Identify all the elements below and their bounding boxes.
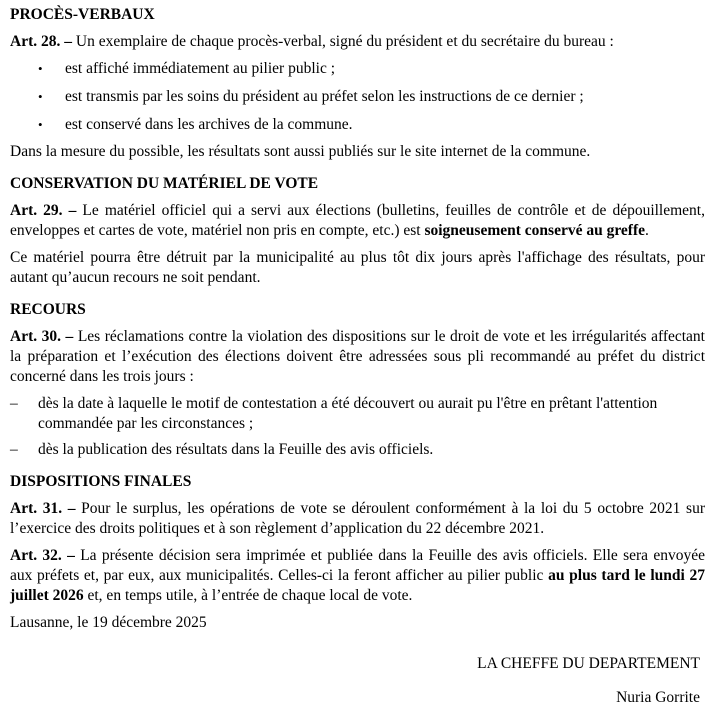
article-31-label: Art. 31. –: [10, 500, 76, 517]
section-heading-conservation: CONSERVATION DU MATÉRIEL DE VOTE: [10, 175, 319, 192]
list-item: [10, 87, 705, 107]
signature-block: [10, 654, 705, 708]
list-item-text: dès la publication des résultats dans la Feuille des avis officiels.: [38, 441, 434, 458]
note-destruction-materiel: Ce matériel pourra être détruit par la municipalité au plus tôt dix jours après l'affichage des résultats, pour autant qu’aucun recours ne soit pendant.: [10, 249, 705, 286]
article-32-label: Art. 32. –: [10, 547, 75, 564]
article-28-text: Un exemplaire de chaque procès-verbal, signé du président et du secrétaire du bureau :: [75, 33, 614, 50]
dash-list-recours: [10, 394, 705, 460]
list-item: [10, 440, 705, 460]
article-32-text-after: et, en temps utile, à l’entrée de chaque local de vote.: [87, 587, 413, 604]
article-29-bold-text: soigneusement conservé au greffe: [424, 222, 646, 239]
bullet-icon: •: [38, 61, 43, 76]
article-32-bold-text: au plus tard le lundi 27 juillet 2026: [10, 567, 705, 604]
list-item-text: est transmis par les soins du président au préfet selon les instructions de ce dernier ;: [65, 88, 584, 105]
list-item-text: est conservé dans les archives de la commune.: [65, 116, 353, 133]
dash-icon: –: [10, 395, 18, 412]
list-item-text: est affiché immédiatement au pilier public ;: [65, 60, 336, 77]
bullet-list-proces-verbaux: [10, 59, 705, 135]
section-heading-recours: RECOURS: [10, 301, 86, 318]
list-item: [10, 115, 705, 135]
signature-title: LA CHEFFE DU DEPARTEMENT: [477, 655, 700, 672]
list-item: [10, 394, 705, 434]
article-32-text: La présente décision sera imprimée et publiée dans la Feuille des avis officiels. Elle sera envoyée aux préfets et, par eux, aux municipalités. Celles-ci la feront afficher au pilier public: [10, 547, 705, 584]
dash-icon: –: [10, 441, 18, 458]
article-31-text: Pour le surplus, les opérations de vote se déroulent conformément à la loi du 5 octobre 2021 sur l’exercice des droits politiques et à son règlement d’application du 22 décembre 2021.: [10, 500, 705, 537]
article-29-text-after: .: [645, 222, 649, 239]
section-heading-dispositions-finales: DISPOSITIONS FINALES: [10, 473, 192, 490]
article-32: [10, 546, 705, 606]
list-item-text: dès la date à laquelle le motif de contestation a été découvert ou aurait pu l'être en prêtant l'attention commandée par les circonstances ;: [38, 395, 658, 432]
list-item: [10, 59, 705, 79]
article-30: [10, 327, 705, 387]
bullet-icon: •: [38, 89, 43, 104]
article-29: [10, 201, 705, 241]
article-31: [10, 499, 705, 539]
note-publication-internet: Dans la mesure du possible, les résultats sont aussi publiés sur le site internet de la commune.: [10, 143, 591, 160]
article-28: [10, 32, 705, 52]
section-heading-proces-verbaux: PROCÈS-VERBAUX: [10, 6, 155, 23]
article-29-label: Art. 29. –: [10, 202, 77, 219]
signature-name: Nuria Gorrite: [616, 689, 700, 706]
place-date-line: Lausanne, le 19 décembre 2025: [10, 614, 207, 631]
bullet-icon: •: [38, 117, 43, 132]
article-29-text: Le matériel officiel qui a servi aux élections (bulletins, feuilles de contrôle et de dépouillement, enveloppes et cartes de vote, matériel non pris en compte, etc.) est: [10, 202, 705, 239]
article-30-text: Les réclamations contre la violation des dispositions sur le droit de vote et les irrégularités affectant la préparation et l’exécution des élections doivent être adressées sous pli recommandé au préfet du district concerné dans les trois jours :: [10, 328, 705, 385]
article-28-label: Art. 28. –: [10, 33, 72, 50]
article-30-label: Art. 30. –: [10, 328, 74, 345]
